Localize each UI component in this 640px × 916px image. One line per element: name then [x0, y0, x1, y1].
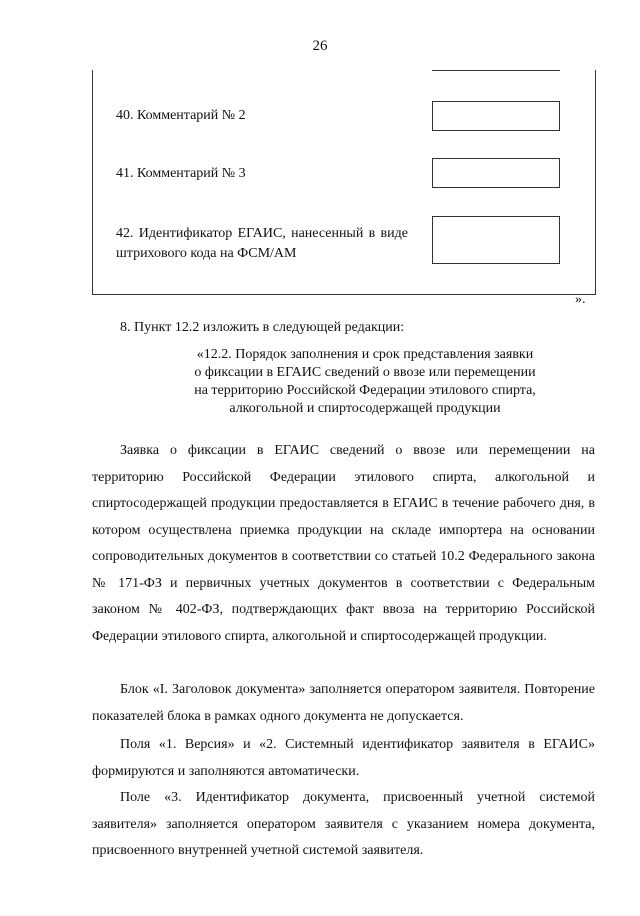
table-row-value-40: [432, 101, 560, 131]
amendment-line: 8. Пункт 12.2 изложить в следующей редакции:: [120, 320, 405, 335]
table-row-label-42: 42. Идентификатор ЕГАИС, нанесенный в виде штрихового кода на ФСМ/АМ: [116, 226, 408, 261]
table-closing-quote: ».: [575, 292, 586, 307]
page-number: 26: [312, 38, 328, 54]
table-top-rule: [432, 70, 560, 71]
section-heading: [150, 346, 580, 418]
table-row-label-40: 40. Комментарий № 2: [116, 108, 246, 123]
section-heading-line: алкогольной и спиртосодержащей продукции: [229, 401, 501, 416]
section-heading-line: на территорию Российской Федерации этилового спирта,: [194, 383, 536, 398]
table-row-label-41: 41. Комментарий № 3: [116, 166, 246, 181]
section-heading-line: «12.2. Порядок заполнения и срок представления заявки: [196, 347, 534, 362]
paragraph-fields-version: Поля «1. Версия» и «2. Системный идентификатор заявителя в ЕГАИС» формируются и заполняются автоматически.: [92, 737, 595, 779]
table-row-value-42: [432, 216, 560, 264]
paragraph-block-header: Блок «I. Заголовок документа» заполняется оператором заявителя. Повторение показателей блока в рамках одного документа не допускается.: [92, 682, 595, 724]
section-heading-line: о фиксации в ЕГАИС сведений о ввозе или перемещении: [194, 365, 536, 380]
paragraph-field-doc-id: Поле «3. Идентификатор документа, присвоенный учетной системой заявителя» заполняется оператором заявителя с указанием номера документа, присвоенного внутренней учетной системой заявителя.: [92, 790, 595, 858]
table-row-value-41: [432, 158, 560, 188]
paragraph-application: Заявка о фиксации в ЕГАИС сведений о ввозе или перемещении на территорию Российской Федерации этилового спирта, алкогольной и спиртосодержащей продукции предоставляется в ЕГАИС в течение рабочего дня, в котором осуществлена приемка продукции на складе импортера на основании сопроводительных документов в соответствии со статьей 10.2 Федерального закона № 171-ФЗ и первичных учетных документов в соответствии с Федеральным законом № 402-ФЗ, подтверждающих факт ввоза на территорию Российской Федерации этилового спирта, алкогольной и спиртосодержащей продукции.: [92, 443, 595, 644]
